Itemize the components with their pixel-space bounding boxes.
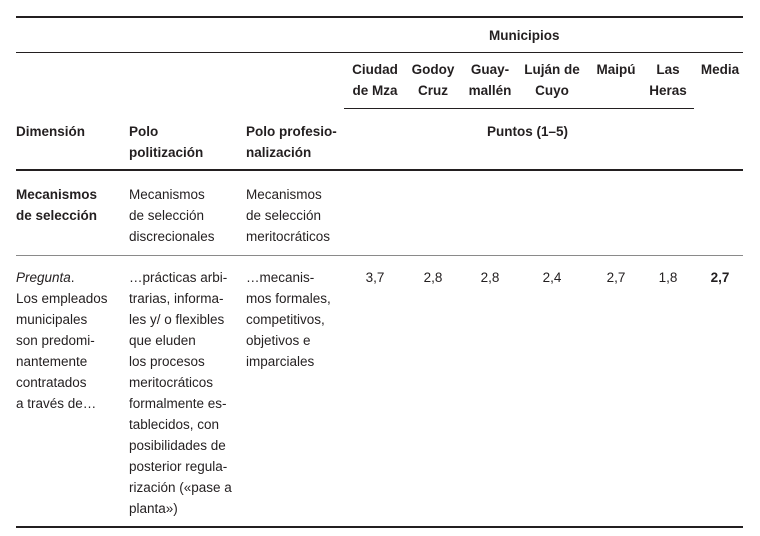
section-rule [16,255,743,256]
text-line: planta») [129,501,178,516]
mean-value: 2,7 [710,270,730,285]
municipality-header-line: Cuyo [535,83,569,98]
section-line: Mecanismos [16,187,98,202]
text-line: posterior regula- [129,459,228,474]
section-polo-profesionalizacion [246,184,330,247]
question-label: Pregunta [16,270,71,285]
question-dot: . [70,270,75,285]
text-line: …prácticas arbi- [129,270,228,285]
section-line: de selección [129,208,205,223]
section-line: Mecanismos [246,187,322,202]
text-line: tablecidos, con [129,417,220,432]
text-line: a través de… [16,396,97,411]
text-line: mos formales, [246,291,331,306]
column-header-polo-politizacion [129,121,203,163]
units-label: Puntos (1–5) [487,124,569,139]
text-line: imparciales [246,354,315,369]
section-line: de selección [16,208,98,223]
section-dimension [16,184,97,226]
header-bottom-rule [16,169,743,171]
text-line: formalmente es- [129,396,227,411]
municipality-header-line: Media [700,62,740,77]
question-title [16,267,108,288]
section-line: de selección [246,208,322,223]
section-line: discrecionales [129,229,215,244]
row-polo-politizacion [129,267,232,519]
municipality-header-line: Luján de [524,62,580,77]
section-line: Mecanismos [129,187,205,202]
header-line: politización [129,145,204,160]
municipality-header-line: Heras [649,83,687,98]
value-cell: 2,8 [480,270,500,285]
value-cell: 2,7 [606,270,626,285]
text-line: son predomi- [16,333,95,348]
question-cell [16,267,108,414]
municipality-header-line: Guay- [470,62,510,77]
text-line: les y/ o flexibles [129,312,225,327]
text-line: rización («pase a [129,480,232,495]
text-line: municipales [16,312,88,327]
text-line: los procesos [129,354,205,369]
text-line: Los empleados [16,291,108,306]
text-line: posibilidades de [129,438,226,453]
municipality-header [680,59,760,80]
header-line: Polo [129,124,159,139]
municipios-rule [16,52,743,53]
puntos-rule [344,108,694,109]
column-header-dimension: Dimensión [16,124,86,139]
value-cell: 2,8 [423,270,443,285]
text-line: que eluden [129,333,196,348]
text-line: …mecanis- [246,270,315,285]
text-line: objetivos e [246,333,311,348]
bottom-rule [16,526,743,528]
municipality-header-line: Godoy [411,62,455,77]
municipality-header-line: Maipú [596,62,636,77]
municipality-header-line: Las [656,62,680,77]
value-cell: 2,4 [542,270,562,285]
value-cell: 1,8 [658,270,678,285]
text-line: nantemente [16,354,88,369]
value-cell: 3,7 [365,270,385,285]
column-header-polo-profesionalizacion [246,121,337,163]
municipios-header: Municipios [489,28,560,43]
municipality-header-line: de Mza [352,83,398,98]
top-rule [16,16,743,18]
header-line: nalización [246,145,312,160]
text-line: competitivos, [246,312,325,327]
row-polo-profesionalizacion [246,267,331,372]
section-line: meritocráticos [246,229,331,244]
municipality-header-line: Ciudad [352,62,398,77]
section-polo-politizacion [129,184,215,247]
question-text [16,288,108,414]
text-line: contratados [16,375,87,390]
municipality-header-line: Cruz [418,83,448,98]
text-line: trarias, informa- [129,291,224,306]
header-line: Polo profesio- [246,124,337,139]
municipality-header-line: mallén [468,83,512,98]
text-line: meritocráticos [129,375,214,390]
